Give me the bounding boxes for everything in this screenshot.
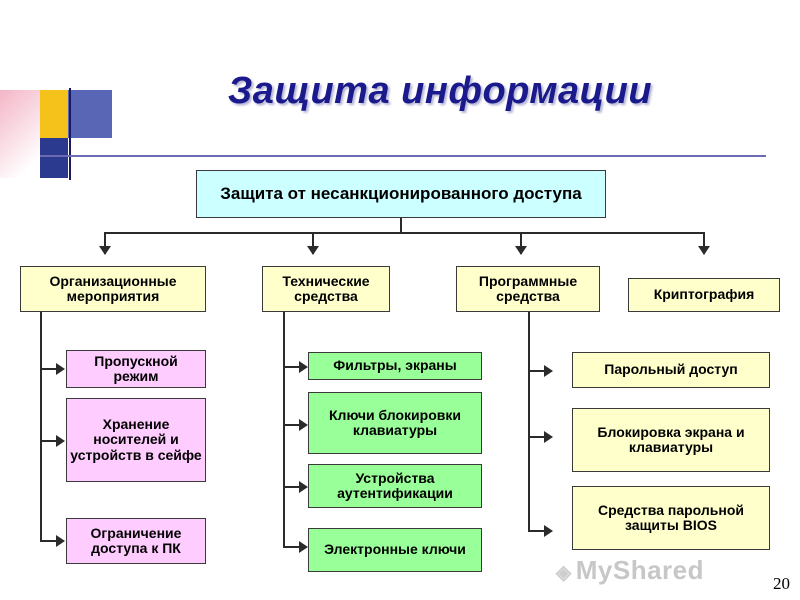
diagram-leaf-password-access: Парольный доступ <box>572 352 770 388</box>
connector-spine-technical <box>283 312 285 548</box>
decorative-vertical-rule <box>69 88 71 180</box>
diagram-leaf-keyboard-lock-keys: Ключи блокировки клавиатуры <box>308 392 482 454</box>
diagram-node-software: Программные средства <box>456 266 600 312</box>
diagram-leaf-pc-access-restriction: Ограничение доступа к ПК <box>66 518 206 564</box>
diagram-leaf-media-storage-safe: Хранение носителей и устройств в сейфе <box>66 398 206 482</box>
connector-spine-software <box>528 312 530 532</box>
arrow-right-org-1 <box>56 363 65 375</box>
diagram-node-organizational: Организационные мероприятия <box>20 266 206 312</box>
arrow-right-sw-2 <box>544 431 553 443</box>
arrow-right-sw-3 <box>544 525 553 537</box>
arrow-down-4 <box>698 246 710 255</box>
page-number: 20 <box>773 574 790 593</box>
watermark-logo-icon: ◈ <box>555 562 572 584</box>
arrow-right-tech-1 <box>299 361 308 373</box>
decorative-yellow-block <box>40 90 68 138</box>
connector-root-stem <box>400 218 402 232</box>
decorative-blue-block <box>68 90 112 138</box>
diagram-node-cryptography: Криптография <box>628 278 780 312</box>
arrow-right-tech-4 <box>299 541 308 553</box>
watermark-text: MyShared <box>575 555 704 585</box>
diagram-root-box: Защита от несанкционированного доступа <box>196 170 606 218</box>
watermark <box>556 555 704 586</box>
arrow-right-tech-3 <box>299 481 308 493</box>
diagram-leaf-bios-password-protection: Средства парольной защиты BIOS <box>572 486 770 550</box>
arrow-right-sw-1 <box>544 365 553 377</box>
arrow-right-org-2 <box>56 435 65 447</box>
arrow-down-2 <box>307 246 319 255</box>
connector-spine-organizational <box>40 312 42 542</box>
page-title: Защита информации <box>227 70 653 112</box>
arrow-right-org-3 <box>56 535 65 547</box>
diagram-leaf-authentication-devices: Устройства аутентификации <box>308 464 482 508</box>
arrow-down-1 <box>99 246 111 255</box>
diagram-leaf-electronic-keys: Электронные ключи <box>308 528 482 572</box>
arrow-right-tech-2 <box>299 419 308 431</box>
decorative-horizontal-rule <box>40 155 766 157</box>
diagram-node-technical: Технические средства <box>262 266 390 312</box>
arrow-down-3 <box>515 246 527 255</box>
diagram-leaf-access-control-regime: Пропускной режим <box>66 350 206 388</box>
decorative-pink-block <box>0 90 40 178</box>
diagram-leaf-filters-screens: Фильтры, экраны <box>308 352 482 380</box>
diagram-leaf-screen-keyboard-lock: Блокировка экрана и клавиатуры <box>572 408 770 472</box>
decorative-navy-block <box>40 138 68 178</box>
connector-bus-horizontal <box>104 232 704 234</box>
